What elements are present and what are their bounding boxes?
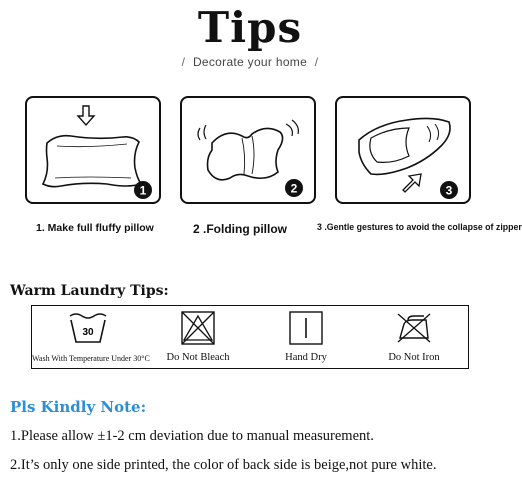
- laundry-icons-box: [31, 305, 469, 369]
- step-number: 1: [139, 183, 147, 198]
- laundry-label: Hand Dry: [285, 352, 327, 363]
- step-panel-2: [180, 96, 316, 204]
- laundry-title: Warm Laundry Tips:: [10, 283, 169, 299]
- note-line-2: 2.It’s only one side printed, the color of back side is beige,not pure white.: [10, 457, 437, 473]
- laundry-item-wash: [32, 306, 150, 368]
- notes-title: Pls Kindly Note:: [10, 398, 147, 416]
- step-number: 3: [445, 183, 453, 198]
- up-right-arrow-icon: [403, 174, 421, 192]
- subtitle-text: Decorate your home: [192, 55, 308, 69]
- laundry-label: Wash With Temperature Under 30°C: [32, 354, 150, 363]
- laundry-item-bleach: [144, 306, 252, 368]
- step-caption-1: 1. Make full fluffy pillow: [36, 222, 154, 234]
- page-title: Tips: [197, 3, 303, 52]
- page-subtitle: [0, 55, 500, 69]
- step-number-badge: [134, 181, 152, 199]
- wash-temperature: 30: [82, 327, 94, 338]
- laundry-label: Do Not Iron: [388, 352, 440, 363]
- step-number-badge: [440, 181, 458, 199]
- no-bleach-icon: [179, 310, 217, 346]
- folded-pillow-icon: [208, 128, 283, 179]
- no-iron-icon: [394, 310, 434, 346]
- step-caption-2: 2 .Folding pillow: [193, 222, 287, 236]
- pillow-icon: [43, 136, 141, 187]
- step-caption-3: 3 .Gentle gestures to avoid the collapse of zipper: [317, 222, 522, 232]
- note-line-1: 1.Please allow ±1-2 cm deviation due to manual measurement.: [10, 428, 374, 444]
- subtitle-slash-left: /: [181, 55, 186, 69]
- step-panel-1: [25, 96, 161, 204]
- step-panel-3: [335, 96, 471, 204]
- wash-30-icon: [66, 310, 110, 346]
- subtitle-slash-right: /: [314, 55, 319, 69]
- down-arrow-icon: [78, 106, 94, 125]
- hand-dry-icon: [287, 310, 325, 346]
- step-number: 2: [290, 181, 298, 196]
- pillow-in-cover-icon: [359, 118, 450, 174]
- step-number-badge: [285, 179, 303, 197]
- laundry-label: Do Not Bleach: [166, 352, 230, 363]
- laundry-item-dry: [252, 306, 360, 368]
- laundry-item-iron: [360, 306, 468, 368]
